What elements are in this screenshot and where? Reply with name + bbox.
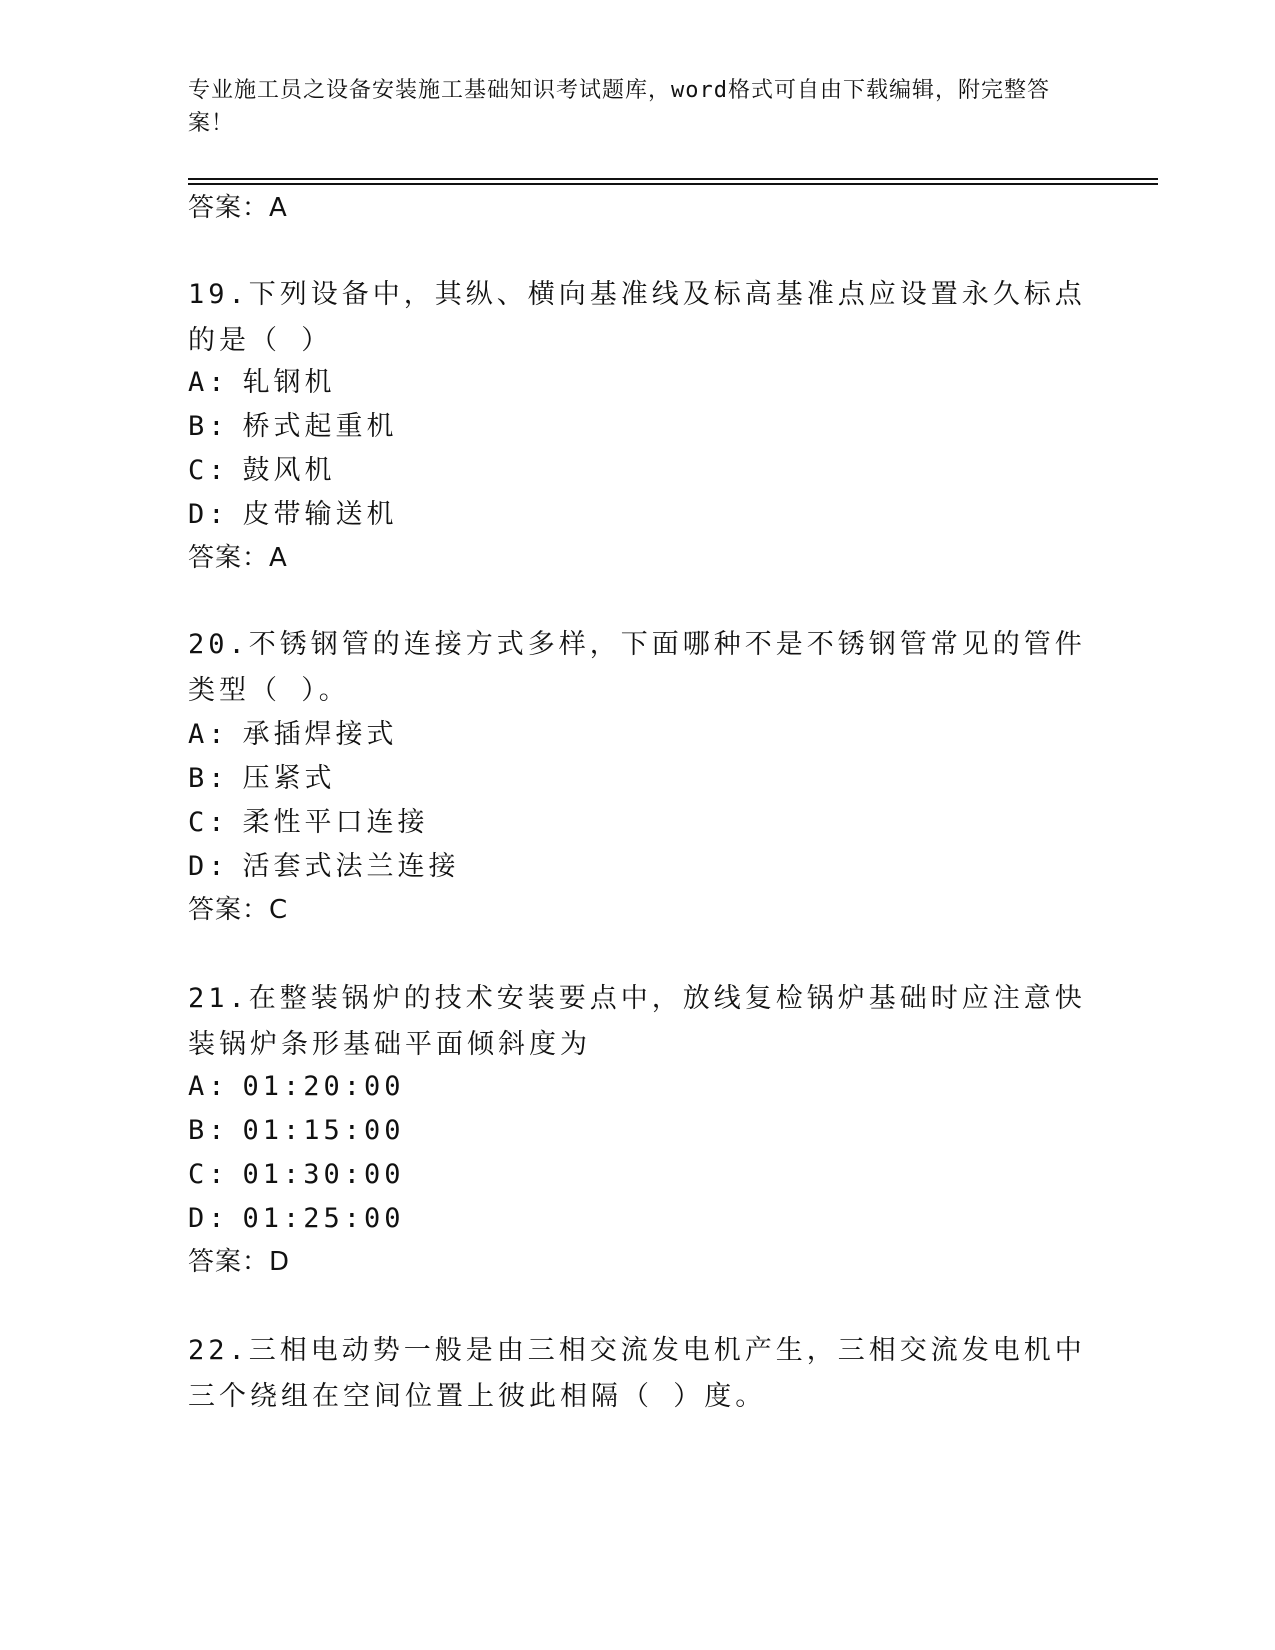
question-21-text: 21.在整装锅炉的技术安装要点中，放线复检锅炉基础时应注意快装锅炉条形基础平面倾斜度为 [188, 983, 1086, 1060]
option-text: 压紧式 [242, 763, 336, 794]
question-21-option-a [188, 1064, 405, 1110]
option-text: 承插焊接式 [242, 719, 398, 750]
question-19-option-b [188, 404, 398, 450]
option-text: 皮带输送机 [242, 499, 398, 530]
option-key: C: [188, 807, 229, 838]
document-header: 专业施工员之设备安装施工基础知识考试题库，word格式可自由下载编辑，附完整答案！ [188, 78, 1050, 136]
question-21-option-d [188, 1196, 405, 1242]
option-text: 柔性平口连接 [242, 807, 429, 838]
option-key: C: [188, 455, 229, 486]
question-20-text: 20.不锈钢管的连接方式多样，下面哪种不是不锈钢管常见的管件类型（ ）。 [188, 629, 1086, 706]
header-divider-top [188, 178, 1158, 180]
option-key: B: [188, 763, 229, 794]
question-20-option-c [188, 800, 429, 846]
option-text: 轧钢机 [242, 367, 336, 398]
question-21-answer: 答案：D [188, 1247, 291, 1277]
option-key: A: [188, 1071, 229, 1102]
question-19-answer: 答案：A [188, 543, 288, 573]
question-21-option-b [188, 1108, 405, 1154]
option-key: B: [188, 411, 229, 442]
option-text: 01:15:00 [242, 1115, 405, 1146]
question-20-option-b [188, 756, 336, 802]
option-key: D: [188, 851, 229, 882]
question-20-answer: 答案：C [188, 895, 289, 925]
question-19-option-c [188, 448, 336, 494]
option-key: A: [188, 367, 229, 398]
option-text: 01:20:00 [242, 1071, 405, 1102]
option-text: 01:25:00 [242, 1203, 405, 1234]
question-20-option-d [188, 844, 460, 890]
question-19-option-a [188, 360, 336, 406]
option-key: D: [188, 1203, 229, 1234]
option-text: 桥式起重机 [242, 411, 398, 442]
answer-label: 答案：A [188, 193, 288, 223]
option-key: A: [188, 719, 229, 750]
header-divider-bottom [188, 183, 1158, 185]
option-key: D: [188, 499, 229, 530]
option-text: 活套式法兰连接 [242, 851, 460, 882]
option-text: 01:30:00 [242, 1159, 405, 1190]
question-21-option-c [188, 1152, 405, 1198]
question-20-option-a [188, 712, 398, 758]
option-key: B: [188, 1115, 229, 1146]
question-22-text: 22.三相电动势一般是由三相交流发电机产生，三相交流发电机中三个绕组在空间位置上彼此相隔（ ）度。 [188, 1335, 1086, 1412]
question-19-text: 19.下列设备中，其纵、横向基准线及标高基准点应设置永久标点的是（ ） [188, 279, 1086, 356]
option-text: 鼓风机 [242, 455, 336, 486]
option-key: C: [188, 1159, 229, 1190]
question-19-option-d [188, 492, 398, 538]
